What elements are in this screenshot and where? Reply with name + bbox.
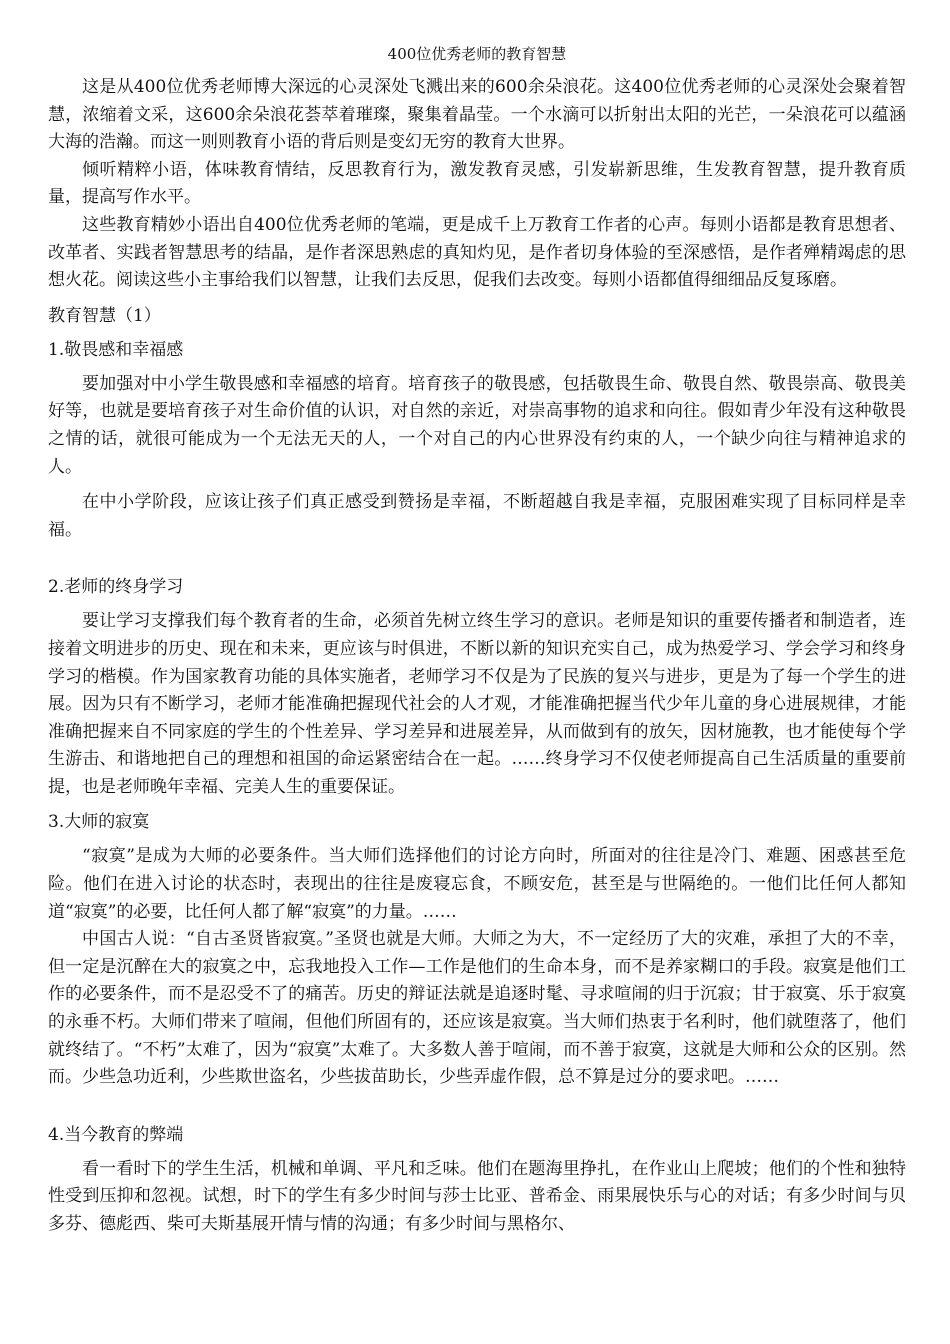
intro-paragraph-2: 倾听精粹小语，体味教育情结，反思教育行为，激发教育灵感，引发崭新思维，生发教育智慧，提升教育质量，提高写作水平。: [48, 159, 906, 208]
item-1-heading: 1.敬畏感和幸福感: [48, 339, 184, 360]
item-3-paragraph-2: 中国古人说：“自古圣贤皆寂寞。”圣贤也就是大师。大师之为大，不一定经历了大的灾难，承担了大的不幸，但一定是沉醉在大的寂寞之中，忘我地投入工作—工作是他们的生命本身，而不是养家糊口的手段。寂寞是他们工作的必要条件，而不是忍受不了的痛苦。历史的辩证法就是追逐时髦、寻求喧闹的归于沉寂；甘于寂寞、乐于寂寞的永垂不朽。大师们带来了喧闹，但他们所固有的，还应该是寂寞。当大师们热衷于名利时，他们就堕落了，他们就终结了。“不朽”太难了，因为“寂寞”太难了。大多数人善于喧闹，而不善于寂寞，这就是大师和公众的区别。然而。少些急功近利，少些欺世盗名，少些拔苗助长，少些弄虚作假，总不算是过分的要求吧。……: [48, 929, 906, 1088]
section-title: 教育智慧（1）: [48, 305, 161, 326]
item-3-heading: 3.大师的寂寞: [48, 812, 150, 833]
document-title: 400位优秀老师的教育智慧: [387, 45, 567, 63]
item-1-paragraph-1: 要加强对中小学生敬畏感和幸福感的培育。培育孩子的敬畏感，包括敬畏生命、敬畏自然、敬畏崇高、敬畏美好等，也就是要培育孩子对生命价值的认识，对自然的亲近，对崇高事物的追求和向往。假如青少年没有这种敬畏之情的话，就很可能成为一个无法无天的人，一个对自己的内心世界没有约束的人，一个缺少向往与精神追求的人。: [48, 373, 906, 477]
item-2-heading: 2.老师的终身学习: [48, 577, 184, 598]
item-3-paragraph-1: “寂寞”是成为大师的必要条件。当大师们选择他们的讨论方向时，所面对的往往是冷门、难题、困惑甚至危险。他们在进入讨论的状态时，表现出的往往是废寝忘食，不顾安危，甚至是与世隔绝的。一他们比任何人都知道“寂寞”的必要，比任何人都了解“寂寞”的力量。……: [48, 846, 906, 922]
intro-paragraph-3: 这些教育精妙小语出自400位优秀老师的笔端，更是成千上万教育工作者的心声。每则小语都是教育思想者、改革者、实践者智慧思考的结晶，是作者深思熟虑的真知灼见，是作者切身体验的至深感悟，是作者殚精竭虑的思想火花。阅读这些小主事给我们以智慧，让我们去反思，促我们去改变。每则小语都值得细细品反复琢磨。: [48, 214, 906, 291]
intro-paragraph-1: 这是从400位优秀老师博大深远的心灵深处飞溅出来的600余朵浪花。这400位优秀老师的心灵深处会聚着智慧，浓缩着文采，这600余朵浪花荟萃着璀璨，聚集着晶莹。一个水滴可以折射出太阳的光芒，一朵浪花可以蕴涵大海的浩瀚。而这一则则教育小语的背后则是变幻无穷的教育大世界。: [48, 77, 906, 153]
document-page: [48, 44, 906, 1239]
item-1-paragraph-2: 在中小学阶段，应该让孩子们真正感受到赞扬是幸福，不断超越自我是幸福，克服困难实现了目标同样是幸福。: [48, 492, 906, 540]
item-4-heading: 4.当今教育的弊端: [48, 1124, 184, 1145]
item-4-paragraph-1: 看一看时下的学生生活，机械和单调、平凡和乏味。他们在题海里挣扎，在作业山上爬坡；他们的个性和独特性受到压抑和忽视。试想，时下的学生有多少时间与莎士比亚、普希金、雨果展快乐与心的对话；有多少时间与贝多芬、德彪西、柴可夫斯基展开情与情的沟通；有多少时间与黑格尔、: [48, 1158, 906, 1234]
item-2-paragraph-1: 要让学习支撑我们每个教育者的生命，必须首先树立终生学习的意识。老师是知识的重要传播者和制造者，连接着文明进步的历史、现在和未来，更应该与时俱进，不断以新的知识充实自己，成为热爱学习、学会学习和终身学习的楷模。作为国家教育功能的具体实施者，老师学习不仅是为了民族的复兴与进步，更是为了每一个学生的进展。因为只有不断学习，老师才能准确把握现代社会的人才观，才能准确把握当代少年儿童的身心进展规律，才能准确把握来自不同家庭的学生的个性差异、学习差异和进展差异，从而做到有的放矢，因材施教，也才能使每个学生游击、和谐地把自己的理想和祖国的命运紧密结合在一起。……终身学习不仅使老师提高自己生活质量的重要前提，也是老师晚年幸福、完美人生的重要保证。: [48, 611, 906, 797]
